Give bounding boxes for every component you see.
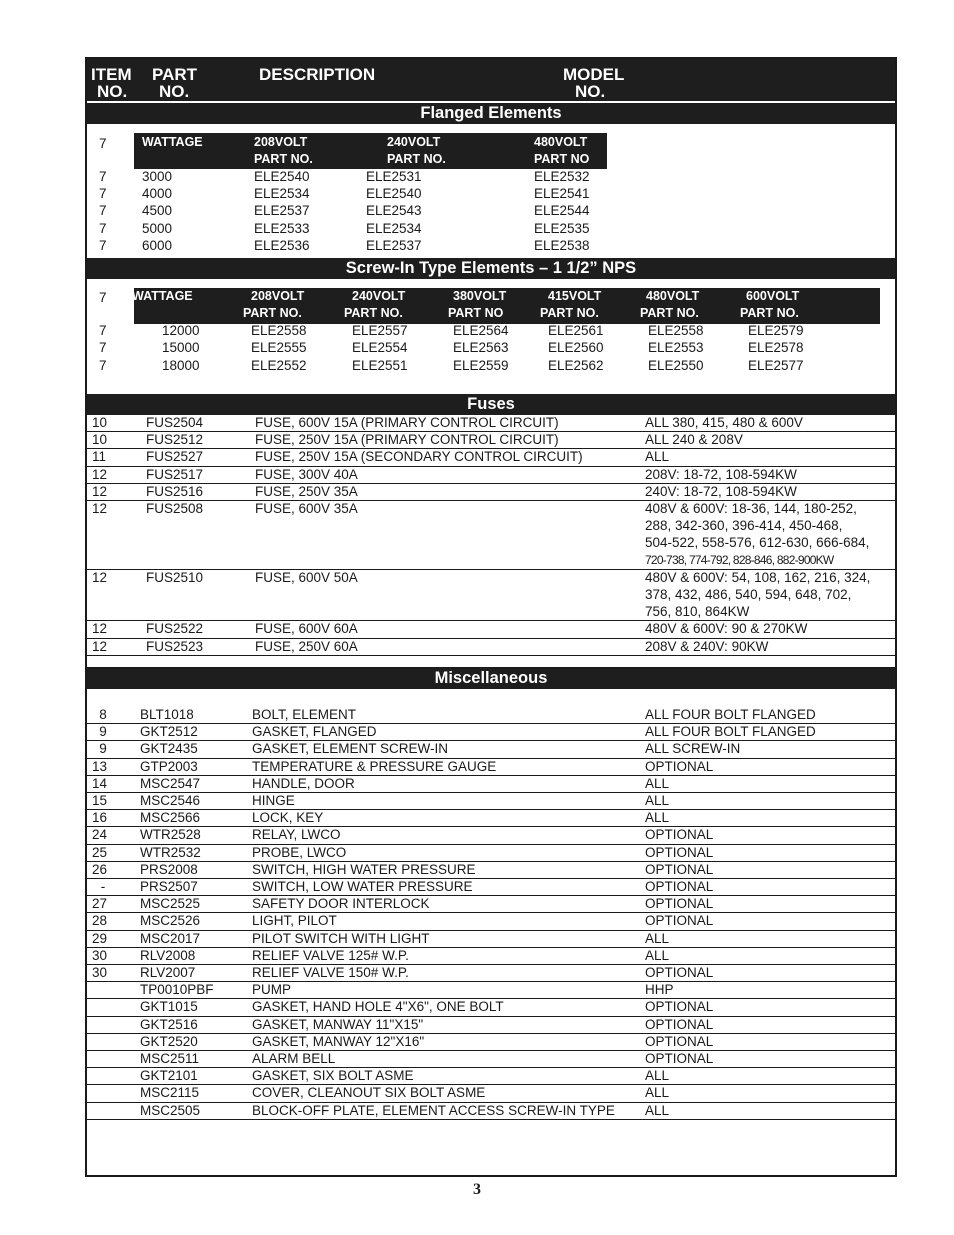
misc-model: ALL <box>645 793 670 808</box>
misc-part-no: TP0010PBF <box>140 982 214 998</box>
screw-in-row-cell: ELE2553 <box>648 340 704 356</box>
misc-part-no: MSC2546 <box>140 793 201 808</box>
flanged-item-header: 7 <box>99 136 107 151</box>
fuse-part-no: FUS2523 <box>146 638 204 654</box>
row-divider <box>87 930 895 931</box>
misc-description: BOLT, ELEMENT <box>252 707 357 722</box>
header-model-no-1: MODEL <box>563 65 625 84</box>
fuse-item-no: 12 <box>92 638 108 654</box>
misc-description: SWITCH, LOW WATER PRESSURE <box>252 879 473 894</box>
misc-item-no: 29 <box>92 930 108 946</box>
misc-model: OPTIONAL <box>645 999 714 1015</box>
misc-part-no: RLV2007 <box>140 965 196 980</box>
row-divider <box>87 1050 895 1051</box>
misc-part-no: PRS2507 <box>140 879 198 894</box>
screw-in-col-subheader: PART NO. <box>740 306 799 320</box>
flanged-col-subheader: PART NO. <box>254 152 313 166</box>
row-divider <box>87 740 895 741</box>
flanged-row-cell: ELE2537 <box>254 203 310 219</box>
screw-in-row-cell: 7 <box>99 340 107 356</box>
fuse-model: 208V & 240V: 90KW <box>645 638 769 654</box>
fuse-description: FUSE, 250V 15A (SECONDARY CONTROL CIRCUIT) <box>255 449 583 465</box>
flanged-col-header: 208VOLT <box>254 135 308 149</box>
section-title-miscellaneous: Miscellaneous <box>87 668 895 689</box>
flanged-row-cell: ELE2534 <box>366 220 422 236</box>
misc-item-no: 30 <box>92 947 108 963</box>
misc-description: PILOT SWITCH WITH LIGHT <box>252 930 430 946</box>
misc-model: OPTIONAL <box>645 861 714 877</box>
misc-part-no: GKT2101 <box>140 1068 198 1084</box>
row-divider <box>87 844 895 845</box>
screw-in-item-header: 7 <box>99 290 107 305</box>
flanged-row-cell: 5000 <box>142 220 173 236</box>
fuse-model: 504-522, 558-576, 612-630, 666-684, <box>645 535 870 551</box>
fuse-item-no: 10 <box>92 432 108 448</box>
screw-in-col-subheader: PART NO. <box>344 306 403 320</box>
misc-part-no: WTR2528 <box>140 827 201 843</box>
row-divider <box>87 861 895 862</box>
flanged-col-header: 240VOLT <box>387 135 441 149</box>
screw-in-row-cell: 7 <box>99 357 107 373</box>
misc-item-no: 30 <box>92 965 108 980</box>
misc-description: BLOCK-OFF PLATE, ELEMENT ACCESS SCREW-IN TYPE <box>252 1102 615 1118</box>
misc-model: OPTIONAL <box>645 879 714 894</box>
row-divider <box>87 638 895 639</box>
fuse-model: 480V & 600V: 90 & 270KW <box>645 621 808 637</box>
misc-description: LOCK, KEY <box>252 810 324 826</box>
fuse-description: FUSE, 600V 35A <box>255 501 358 516</box>
flanged-row-cell: 7 <box>99 237 107 253</box>
screw-in-row-cell: ELE2564 <box>453 323 509 338</box>
misc-model: ALL <box>645 1102 670 1118</box>
misc-part-no: MSC2505 <box>140 1102 201 1118</box>
misc-item-no: 27 <box>92 896 108 912</box>
flanged-row-cell: ELE2536 <box>254 237 310 253</box>
screw-in-row-cell: ELE2561 <box>548 323 604 338</box>
misc-item-no: 28 <box>92 913 108 929</box>
fuse-part-no: FUS2512 <box>146 432 204 448</box>
fuse-part-no: FUS2510 <box>146 569 204 585</box>
misc-item-no: 14 <box>92 775 108 791</box>
flanged-row-cell: ELE2544 <box>534 203 590 219</box>
misc-part-no: GKT2516 <box>140 1016 198 1032</box>
header-model-no-2: NO. <box>575 82 606 101</box>
misc-part-no: GKT2520 <box>140 1033 198 1049</box>
screw-in-row-cell: 7 <box>99 323 107 338</box>
fuse-model: ALL <box>645 449 670 465</box>
fuse-part-no: FUS2522 <box>146 621 204 637</box>
fuse-model: 408V & 600V: 18-36, 144, 180-252, <box>645 501 857 516</box>
misc-item-no: 8 <box>99 707 107 722</box>
screw-in-col-subheader: PART NO. <box>640 306 699 320</box>
flanged-row-cell: 7 <box>99 203 107 219</box>
misc-part-no: MSC2547 <box>140 775 201 791</box>
screw-in-col-header: WATTAGE <box>132 289 193 303</box>
misc-item-no: 25 <box>92 844 108 860</box>
fuse-part-no: FUS2508 <box>146 501 204 516</box>
page-number: 3 <box>473 1181 481 1198</box>
misc-description: RELIEF VALVE 150# W.P. <box>252 965 409 980</box>
misc-description: TEMPERATURE & PRESSURE GAUGE <box>252 758 497 774</box>
screw-in-col-subheader: PART NO <box>448 306 504 320</box>
flanged-row-cell: ELE2538 <box>534 237 590 253</box>
fuse-item-no: 11 <box>92 449 107 465</box>
flanged-row-cell: ELE2531 <box>366 169 422 184</box>
header-description: DESCRIPTION <box>259 65 376 84</box>
row-divider <box>87 1119 895 1120</box>
fuse-part-no: FUS2527 <box>146 449 204 465</box>
fuse-model: ALL 240 & 208V <box>645 432 743 448</box>
screw-in-row-cell: ELE2552 <box>251 357 307 373</box>
misc-description: GASKET, ELEMENT SCREW-IN <box>252 741 449 757</box>
fuse-item-no: 12 <box>92 483 108 499</box>
misc-part-no: WTR2532 <box>140 844 201 860</box>
screw-in-row-cell: 15000 <box>162 340 200 356</box>
header-part-no-1: PART <box>152 65 198 84</box>
section-title-flanged: Flanged Elements <box>87 103 895 124</box>
misc-description: GASKET, FLANGED <box>252 724 377 740</box>
section-title-screw-in: Screw-In Type Elements – 1 1/2” NPS <box>87 258 895 279</box>
misc-model: OPTIONAL <box>645 1016 714 1032</box>
screw-in-row-cell: ELE2578 <box>748 340 804 356</box>
misc-model: OPTIONAL <box>645 1033 714 1049</box>
row-divider <box>87 947 895 948</box>
misc-model: ALL FOUR BOLT FLANGED <box>645 724 816 740</box>
misc-item-no: 9 <box>99 741 107 757</box>
flanged-row-cell: ELE2535 <box>534 220 590 236</box>
misc-description: COVER, CLEANOUT SIX BOLT ASME <box>252 1085 486 1101</box>
flanged-col-subheader: PART NO. <box>387 152 446 166</box>
misc-item-no: 15 <box>92 793 108 808</box>
screw-in-row-cell: ELE2555 <box>251 340 307 356</box>
misc-model: OPTIONAL <box>645 827 714 843</box>
fuse-description: FUSE, 250V 15A (PRIMARY CONTROL CIRCUIT) <box>255 432 559 448</box>
misc-description: PUMP <box>252 982 292 998</box>
fuse-part-no: FUS2516 <box>146 483 204 499</box>
screw-in-row-cell: ELE2557 <box>352 323 408 338</box>
misc-item-no: 16 <box>92 810 108 826</box>
screw-in-col-header: 240VOLT <box>352 289 406 303</box>
screw-in-row-cell: 18000 <box>162 357 200 373</box>
screw-in-col-header: 380VOLT <box>453 289 507 303</box>
misc-item-no: 13 <box>92 758 108 774</box>
row-divider <box>87 878 895 879</box>
misc-part-no: MSC2017 <box>140 930 201 946</box>
flanged-row-cell: ELE2543 <box>366 203 422 219</box>
screw-in-col-header: 600VOLT <box>746 289 800 303</box>
misc-model: OPTIONAL <box>645 913 714 929</box>
flanged-row-cell: 7 <box>99 220 107 236</box>
misc-part-no: MSC2525 <box>140 896 201 912</box>
section-title-fuses: Fuses <box>87 394 895 415</box>
fuse-description: FUSE, 250V 35A <box>255 483 358 499</box>
misc-model: OPTIONAL <box>645 844 714 860</box>
fuse-model: 480V & 600V: 54, 108, 162, 216, 324, <box>645 569 871 585</box>
flanged-col-header: 480VOLT <box>534 135 588 149</box>
row-divider <box>87 1067 895 1068</box>
screw-in-row-cell: 12000 <box>162 323 200 338</box>
misc-description: LIGHT, PILOT <box>252 913 337 929</box>
misc-item-no: 24 <box>92 827 108 843</box>
flanged-row-cell: ELE2540 <box>366 186 422 202</box>
misc-model: ALL FOUR BOLT FLANGED <box>645 707 816 722</box>
misc-model: OPTIONAL <box>645 758 714 774</box>
misc-description: SWITCH, HIGH WATER PRESSURE <box>252 861 476 877</box>
fuse-model: ALL 380, 415, 480 & 600V <box>645 415 803 430</box>
fuse-description: FUSE, 250V 60A <box>255 638 358 654</box>
row-divider <box>87 655 895 656</box>
header-part-no-2: NO. <box>159 82 190 101</box>
misc-description: RELIEF VALVE 125# W.P. <box>252 947 409 963</box>
misc-model: HHP <box>645 982 674 998</box>
misc-part-no: MSC2115 <box>140 1085 200 1101</box>
misc-description: ALARM BELL <box>252 1051 336 1066</box>
screw-in-row-cell: ELE2559 <box>453 357 509 373</box>
flanged-row-cell: ELE2534 <box>254 186 310 202</box>
misc-description: PROBE, LWCO <box>252 844 347 860</box>
column-header-bar <box>87 59 895 101</box>
misc-description: RELAY, LWCO <box>252 827 341 843</box>
screw-in-col-header: 208VOLT <box>251 289 305 303</box>
flanged-row-cell: 4000 <box>142 186 173 202</box>
screw-in-row-cell: ELE2577 <box>748 357 804 373</box>
screw-in-row-cell: ELE2551 <box>352 357 408 373</box>
misc-description: HANDLE, DOOR <box>252 775 355 791</box>
fuse-description: FUSE, 300V 40A <box>255 466 358 482</box>
flanged-row-cell: 7 <box>99 186 107 202</box>
misc-part-no: BLT1018 <box>140 707 194 722</box>
row-divider <box>87 1033 895 1034</box>
screw-in-row-cell: ELE2550 <box>648 357 704 373</box>
misc-model: ALL <box>645 810 670 826</box>
row-divider <box>87 1084 895 1085</box>
misc-model: ALL <box>645 930 670 946</box>
misc-description: HINGE <box>252 793 295 808</box>
misc-model: ALL <box>645 775 670 791</box>
misc-description: GASKET, MANWAY 11"X15" <box>252 1016 424 1032</box>
misc-model: ALL <box>645 1068 670 1084</box>
fuse-part-no: FUS2517 <box>146 466 204 482</box>
flanged-row-cell: 7 <box>99 169 107 184</box>
header-item-no-2: NO. <box>97 82 128 101</box>
misc-model: ALL SCREW-IN <box>645 741 741 757</box>
misc-part-no: MSC2566 <box>140 810 201 826</box>
fuse-item-no: 10 <box>92 415 108 430</box>
screw-in-row-cell: ELE2558 <box>251 323 307 338</box>
misc-part-no: GTP2003 <box>140 758 198 774</box>
fuse-part-no: FUS2504 <box>146 415 204 430</box>
flanged-col-header: WATTAGE <box>142 135 203 149</box>
screw-in-row-cell: ELE2560 <box>548 340 604 356</box>
misc-part-no: RLV2008 <box>140 947 196 963</box>
screw-in-col-subheader: PART NO. <box>540 306 599 320</box>
flanged-row-cell: 6000 <box>142 237 173 253</box>
misc-model: OPTIONAL <box>645 965 714 980</box>
fuse-model: 378, 432, 486, 540, 594, 648, 702, <box>645 587 852 602</box>
fuse-model: 288, 342-360, 396-414, 450-468, <box>645 518 843 534</box>
flanged-row-cell: ELE2532 <box>534 169 590 184</box>
flanged-row-cell: ELE2533 <box>254 220 310 236</box>
misc-part-no: GKT1015 <box>140 999 198 1015</box>
misc-description: GASKET, MANWAY 12"X16" <box>252 1033 425 1049</box>
screw-in-col-header: 415VOLT <box>548 289 602 303</box>
row-divider <box>87 775 895 776</box>
fuse-item-no: 12 <box>92 621 108 637</box>
header-item-no-1: ITEM <box>91 65 132 84</box>
misc-model: ALL <box>645 947 670 963</box>
fuse-model: 240V: 18-72, 108-594KW <box>645 483 797 499</box>
fuse-description: FUSE, 600V 50A <box>255 569 358 585</box>
fuse-description: FUSE, 600V 15A (PRIMARY CONTROL CIRCUIT) <box>255 415 559 430</box>
screw-in-row-cell: ELE2554 <box>352 340 408 356</box>
misc-model: OPTIONAL <box>645 1051 714 1066</box>
fuse-item-no: 12 <box>92 501 108 516</box>
misc-item-no: 26 <box>92 861 108 877</box>
misc-model: ALL <box>645 1085 670 1101</box>
misc-part-no: GKT2435 <box>140 741 198 757</box>
flanged-row-cell: ELE2540 <box>254 169 310 184</box>
flanged-row-cell: ELE2537 <box>366 237 422 253</box>
misc-item-no: - <box>100 879 106 894</box>
misc-part-no: MSC2526 <box>140 913 201 929</box>
row-divider <box>87 895 895 896</box>
fuse-description: FUSE, 600V 60A <box>255 621 358 637</box>
fuse-item-no: 12 <box>92 466 108 482</box>
misc-part-no: PRS2008 <box>140 861 198 877</box>
parts-list-frame <box>85 57 897 1177</box>
flanged-row-cell: 3000 <box>142 169 173 184</box>
screw-in-col-header: 480VOLT <box>646 289 700 303</box>
fuse-model: 208V: 18-72, 108-594KW <box>645 466 797 482</box>
screw-in-row-cell: ELE2558 <box>648 323 704 338</box>
row-divider <box>87 964 895 965</box>
row-divider <box>87 1016 895 1017</box>
screw-in-row-cell: ELE2562 <box>548 357 604 373</box>
misc-description: GASKET, SIX BOLT ASME <box>252 1068 414 1084</box>
flanged-row-cell: 4500 <box>142 203 173 219</box>
fuse-model: 720-738, 774-792, 828-846, 882-900KW <box>645 552 834 567</box>
row-divider <box>87 912 895 913</box>
misc-item-no: 9 <box>99 724 107 740</box>
row-divider <box>87 792 895 793</box>
fuse-item-no: 12 <box>92 569 108 585</box>
screw-in-col-subheader: PART NO. <box>243 306 302 320</box>
screw-in-row-cell: ELE2579 <box>748 323 804 338</box>
row-divider <box>87 809 895 810</box>
flanged-col-subheader: PART NO <box>534 152 590 166</box>
misc-description: GASKET, HAND HOLE 4"X6", ONE BOLT <box>252 999 504 1015</box>
row-divider <box>87 826 895 827</box>
screw-in-row-cell: ELE2563 <box>453 340 509 356</box>
misc-part-no: MSC2511 <box>140 1051 200 1066</box>
fuse-model: 756, 810, 864KW <box>645 604 750 620</box>
misc-model: OPTIONAL <box>645 896 714 912</box>
flanged-row-cell: ELE2541 <box>534 186 590 202</box>
misc-description: SAFETY DOOR INTERLOCK <box>252 896 430 912</box>
misc-part-no: GKT2512 <box>140 724 198 740</box>
